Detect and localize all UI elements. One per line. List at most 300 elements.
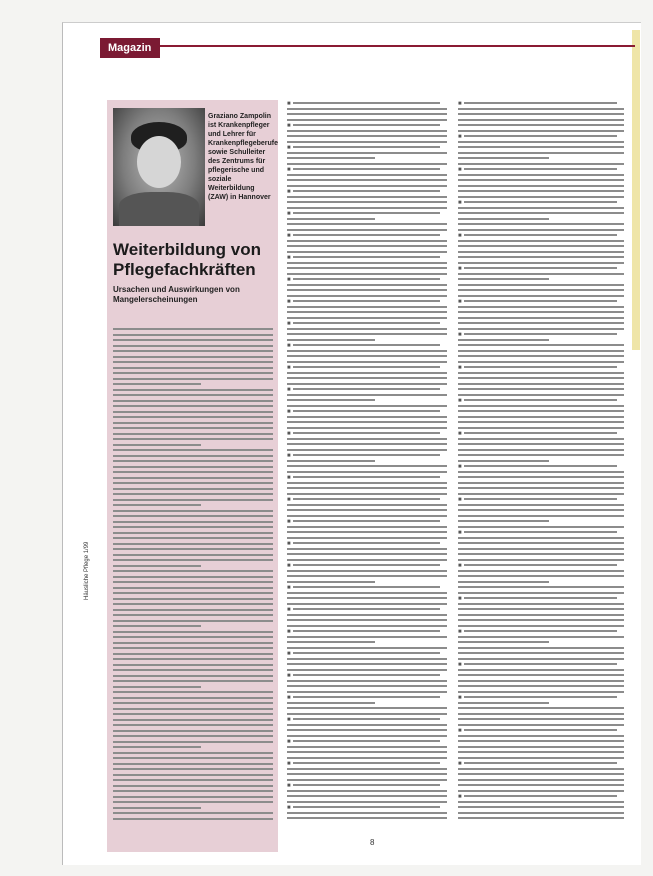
bullet-icon: ■ — [287, 783, 291, 789]
section-tab: Magazin — [100, 38, 160, 58]
text-line — [458, 812, 624, 814]
text-line — [458, 581, 549, 583]
text-line — [113, 543, 273, 545]
text-line — [113, 526, 273, 528]
text-line — [458, 537, 624, 539]
text-line — [287, 372, 447, 374]
text-line — [458, 119, 624, 121]
text-line — [113, 570, 273, 572]
bullet-icon: ■ — [287, 497, 291, 503]
text-line — [113, 812, 273, 814]
text-line — [113, 559, 273, 561]
author-bio: Graziano Zampolin ist Krankenpfleger und Lehrer für Krankenpflegeberufe sowie Schulleiter des Zentrums für pflegerische und soziale Weiterbildung (ZAW) in Hannover — [208, 113, 279, 201]
text-line — [287, 339, 375, 341]
text-line — [287, 597, 447, 599]
text-line — [287, 383, 447, 385]
text-line — [287, 790, 447, 792]
text-line — [464, 531, 617, 533]
bullet-icon: ■ — [287, 211, 291, 217]
text-line — [458, 515, 624, 517]
text-line — [458, 311, 624, 313]
text-line — [287, 641, 375, 643]
text-line — [458, 113, 624, 115]
text-line — [113, 647, 273, 649]
text-line — [464, 465, 617, 467]
text-line — [458, 449, 624, 451]
text-line — [458, 757, 624, 759]
text-line — [464, 597, 617, 599]
text-line — [293, 212, 440, 214]
text-line — [458, 251, 624, 253]
text-line — [287, 548, 447, 550]
bullet-icon: ■ — [458, 695, 462, 701]
text-line — [287, 707, 447, 709]
text-line — [113, 438, 273, 440]
text-line — [113, 499, 273, 501]
bullet-icon: ■ — [287, 145, 291, 151]
text-line — [464, 762, 617, 764]
text-line — [287, 223, 447, 225]
text-line — [113, 345, 273, 347]
text-line — [287, 399, 375, 401]
text-line — [113, 708, 273, 710]
text-line — [113, 554, 273, 556]
text-line — [464, 168, 617, 170]
text-line — [458, 608, 624, 610]
bullet-icon: ■ — [287, 321, 291, 327]
text-line — [458, 790, 624, 792]
text-line — [293, 608, 440, 610]
bullet-icon: ■ — [287, 343, 291, 349]
text-line — [458, 520, 549, 522]
article-title: Weiterbildung von Pflegefachkräften — [113, 240, 261, 279]
text-line — [287, 795, 447, 797]
text-line — [293, 322, 440, 324]
text-line — [113, 334, 273, 336]
text-line — [458, 273, 624, 275]
page-number: 8 — [370, 838, 375, 847]
text-line — [458, 410, 624, 412]
text-line — [464, 366, 617, 368]
text-line — [113, 350, 273, 352]
text-line — [113, 378, 273, 380]
text-line — [464, 729, 617, 731]
text-line — [293, 718, 440, 720]
text-line — [464, 696, 617, 698]
bullet-icon: ■ — [287, 101, 291, 107]
bullet-icon: ■ — [287, 299, 291, 305]
text-line — [293, 410, 440, 412]
text-line — [287, 262, 447, 264]
text-line — [113, 444, 201, 446]
text-line — [113, 565, 201, 567]
text-line — [287, 570, 447, 572]
text-line — [113, 581, 273, 583]
text-line — [287, 465, 447, 467]
text-line — [293, 102, 440, 104]
bullet-icon: ■ — [458, 431, 462, 437]
text-line — [113, 482, 273, 484]
text-line — [464, 234, 617, 236]
text-line — [287, 113, 447, 115]
bullet-icon: ■ — [287, 805, 291, 811]
text-line — [287, 267, 447, 269]
bullet-icon: ■ — [287, 695, 291, 701]
text-line — [458, 680, 624, 682]
text-line — [287, 179, 447, 181]
text-line — [113, 658, 273, 660]
text-line — [113, 411, 273, 413]
text-line — [287, 553, 447, 555]
text-line — [458, 460, 549, 462]
text-line — [458, 817, 624, 819]
text-line — [287, 460, 375, 462]
bullet-icon: ■ — [458, 299, 462, 305]
text-line — [287, 817, 447, 819]
bullet-icon: ■ — [287, 651, 291, 657]
text-line — [287, 757, 447, 759]
text-line — [458, 509, 624, 511]
text-line — [293, 476, 440, 478]
text-line — [113, 719, 273, 721]
text-line — [458, 454, 624, 456]
text-line — [458, 350, 624, 352]
text-line — [113, 735, 273, 737]
text-line — [113, 460, 273, 462]
text-line — [113, 818, 273, 820]
text-line — [287, 625, 447, 627]
bullet-icon: ■ — [287, 277, 291, 283]
text-line — [287, 135, 447, 137]
text-line — [113, 471, 273, 473]
text-line — [287, 702, 375, 704]
text-line — [113, 455, 273, 457]
text-line — [287, 685, 447, 687]
text-line — [287, 614, 447, 616]
text-line — [287, 724, 447, 726]
text-line — [458, 361, 624, 363]
bullet-icon: ■ — [458, 200, 462, 206]
text-line — [113, 757, 273, 759]
text-line — [287, 328, 447, 330]
text-line — [458, 647, 624, 649]
text-line — [458, 746, 624, 748]
bullet-icon: ■ — [287, 717, 291, 723]
text-line — [458, 570, 624, 572]
text-line — [458, 130, 624, 132]
text-line — [458, 735, 624, 737]
bullet-icon: ■ — [458, 332, 462, 338]
text-line — [458, 724, 624, 726]
bullet-icon: ■ — [458, 101, 462, 107]
text-line — [113, 620, 273, 622]
text-line — [287, 647, 447, 649]
text-line — [458, 603, 624, 605]
article-subtitle: Ursachen und Auswirkungen von Mangelerscheinungen — [113, 285, 240, 304]
text-line — [293, 454, 440, 456]
text-line — [458, 322, 624, 324]
text-line — [458, 526, 624, 528]
text-column-3 — [458, 102, 624, 823]
text-line — [287, 174, 447, 176]
text-line — [113, 603, 273, 605]
text-line — [113, 664, 273, 666]
text-line — [458, 779, 624, 781]
bullet-icon: ■ — [287, 365, 291, 371]
text-line — [113, 724, 273, 726]
text-line — [113, 356, 273, 358]
text-line — [113, 510, 273, 512]
text-line — [287, 152, 447, 154]
text-line — [458, 207, 624, 209]
text-line — [287, 350, 447, 352]
text-line — [293, 432, 440, 434]
text-line — [113, 389, 273, 391]
text-line — [458, 295, 624, 297]
text-line — [113, 768, 273, 770]
text-line — [458, 229, 624, 231]
text-line — [287, 509, 447, 511]
text-line — [287, 751, 447, 753]
text-line — [458, 806, 624, 808]
text-line — [113, 609, 273, 611]
bullet-icon: ■ — [287, 673, 291, 679]
text-line — [458, 245, 624, 247]
text-line — [293, 564, 440, 566]
text-line — [113, 631, 273, 633]
text-line — [287, 317, 447, 319]
text-line — [287, 394, 447, 396]
text-line — [293, 740, 440, 742]
bullet-icon: ■ — [287, 189, 291, 195]
text-line — [113, 746, 201, 748]
text-line — [287, 311, 447, 313]
text-line — [113, 741, 273, 743]
text-line — [458, 658, 624, 660]
text-line — [113, 521, 273, 523]
text-line — [113, 488, 273, 490]
text-line — [458, 256, 624, 258]
text-line — [113, 763, 273, 765]
text-line — [458, 108, 624, 110]
text-line — [458, 146, 624, 148]
text-line — [458, 713, 624, 715]
text-line — [458, 240, 624, 242]
text-line — [458, 801, 624, 803]
text-line — [458, 438, 624, 440]
text-line — [458, 636, 624, 638]
text-line — [458, 405, 624, 407]
text-line — [287, 768, 447, 770]
text-line — [287, 130, 447, 132]
text-line — [458, 174, 624, 176]
bullet-icon: ■ — [458, 629, 462, 635]
text-line — [113, 675, 273, 677]
text-line — [293, 388, 440, 390]
text-line — [464, 498, 617, 500]
text-line — [113, 515, 273, 517]
text-line — [287, 663, 447, 665]
bullet-icon: ■ — [287, 453, 291, 459]
text-line — [113, 532, 273, 534]
text-line — [287, 355, 447, 357]
text-line — [113, 691, 273, 693]
text-line — [287, 218, 375, 220]
text-line — [287, 196, 447, 198]
text-line — [113, 752, 273, 754]
text-line — [458, 163, 624, 165]
text-line — [287, 729, 447, 731]
text-line — [287, 504, 447, 506]
text-line — [113, 449, 273, 451]
text-line — [287, 773, 447, 775]
text-line — [287, 245, 447, 247]
text-line — [293, 652, 440, 654]
text-line — [458, 592, 624, 594]
text-line — [113, 466, 273, 468]
text-line — [287, 735, 447, 737]
text-line — [113, 614, 273, 616]
text-line — [458, 421, 624, 423]
bullet-icon: ■ — [287, 387, 291, 393]
author-photo — [113, 108, 205, 226]
color-band — [632, 30, 640, 350]
text-line — [287, 284, 447, 286]
text-line — [113, 537, 273, 539]
text-line — [293, 806, 440, 808]
text-line — [287, 443, 447, 445]
text-line — [293, 366, 440, 368]
text-line — [113, 400, 273, 402]
text-line — [458, 141, 624, 143]
text-line — [113, 416, 273, 418]
text-line — [287, 531, 447, 533]
text-line — [458, 784, 624, 786]
text-line — [293, 146, 440, 148]
text-line — [287, 680, 447, 682]
text-line — [293, 630, 440, 632]
text-line — [113, 405, 273, 407]
text-line — [458, 487, 624, 489]
text-line — [287, 619, 447, 621]
bullet-icon: ■ — [458, 497, 462, 503]
text-line — [458, 619, 624, 621]
text-line — [458, 641, 549, 643]
text-line — [458, 740, 624, 742]
text-line — [293, 762, 440, 764]
text-line — [458, 625, 624, 627]
bullet-icon: ■ — [287, 431, 291, 437]
text-line — [293, 168, 440, 170]
text-line — [287, 438, 447, 440]
text-line — [458, 674, 624, 676]
text-line — [458, 339, 549, 341]
bullet-icon: ■ — [287, 123, 291, 129]
text-line — [464, 399, 617, 401]
text-line — [458, 372, 624, 374]
bullet-icon: ■ — [287, 255, 291, 261]
text-line — [113, 796, 273, 798]
text-line — [458, 493, 624, 495]
text-line — [287, 251, 447, 253]
text-column-1 — [113, 328, 273, 823]
text-line — [287, 361, 447, 363]
text-line — [293, 696, 440, 698]
text-line — [287, 141, 447, 143]
text-line — [458, 614, 624, 616]
text-line — [287, 163, 447, 165]
text-line — [287, 449, 447, 451]
text-line — [464, 135, 617, 137]
text-line — [293, 124, 440, 126]
text-line — [287, 119, 447, 121]
bullet-icon: ■ — [458, 563, 462, 569]
text-line — [113, 504, 201, 506]
text-line — [458, 443, 624, 445]
text-line — [287, 333, 447, 335]
text-line — [113, 328, 273, 330]
text-line — [287, 306, 447, 308]
text-line — [458, 278, 549, 280]
text-line — [287, 289, 447, 291]
text-line — [287, 229, 447, 231]
text-line — [458, 427, 624, 429]
text-line — [113, 394, 273, 396]
bullet-icon: ■ — [458, 266, 462, 272]
bullet-icon: ■ — [458, 728, 462, 734]
text-line — [113, 785, 273, 787]
text-line — [458, 344, 624, 346]
text-line — [287, 526, 447, 528]
text-line — [113, 548, 273, 550]
text-line — [287, 559, 447, 561]
text-line — [458, 559, 624, 561]
text-line — [287, 691, 447, 693]
text-line — [113, 477, 273, 479]
text-line — [464, 663, 617, 665]
text-line — [113, 669, 273, 671]
text-line — [113, 598, 273, 600]
text-line — [458, 542, 624, 544]
text-line — [458, 306, 624, 308]
text-line — [458, 773, 624, 775]
text-line — [458, 476, 624, 478]
text-line — [113, 383, 201, 385]
text-column-2 — [287, 102, 447, 823]
bullet-icon: ■ — [458, 662, 462, 668]
text-line — [458, 669, 624, 671]
text-line — [293, 234, 440, 236]
text-line — [287, 658, 447, 660]
text-line — [458, 328, 624, 330]
text-line — [287, 240, 447, 242]
text-line — [293, 520, 440, 522]
text-line — [458, 388, 624, 390]
text-line — [113, 592, 273, 594]
text-line — [113, 433, 273, 435]
text-line — [113, 625, 201, 627]
text-line — [464, 795, 617, 797]
text-line — [458, 185, 624, 187]
text-line — [293, 542, 440, 544]
text-line — [464, 102, 617, 104]
text-line — [458, 317, 624, 319]
text-line — [458, 504, 624, 506]
text-line — [287, 295, 447, 297]
text-line — [113, 372, 273, 374]
text-line — [293, 344, 440, 346]
text-line — [464, 432, 617, 434]
